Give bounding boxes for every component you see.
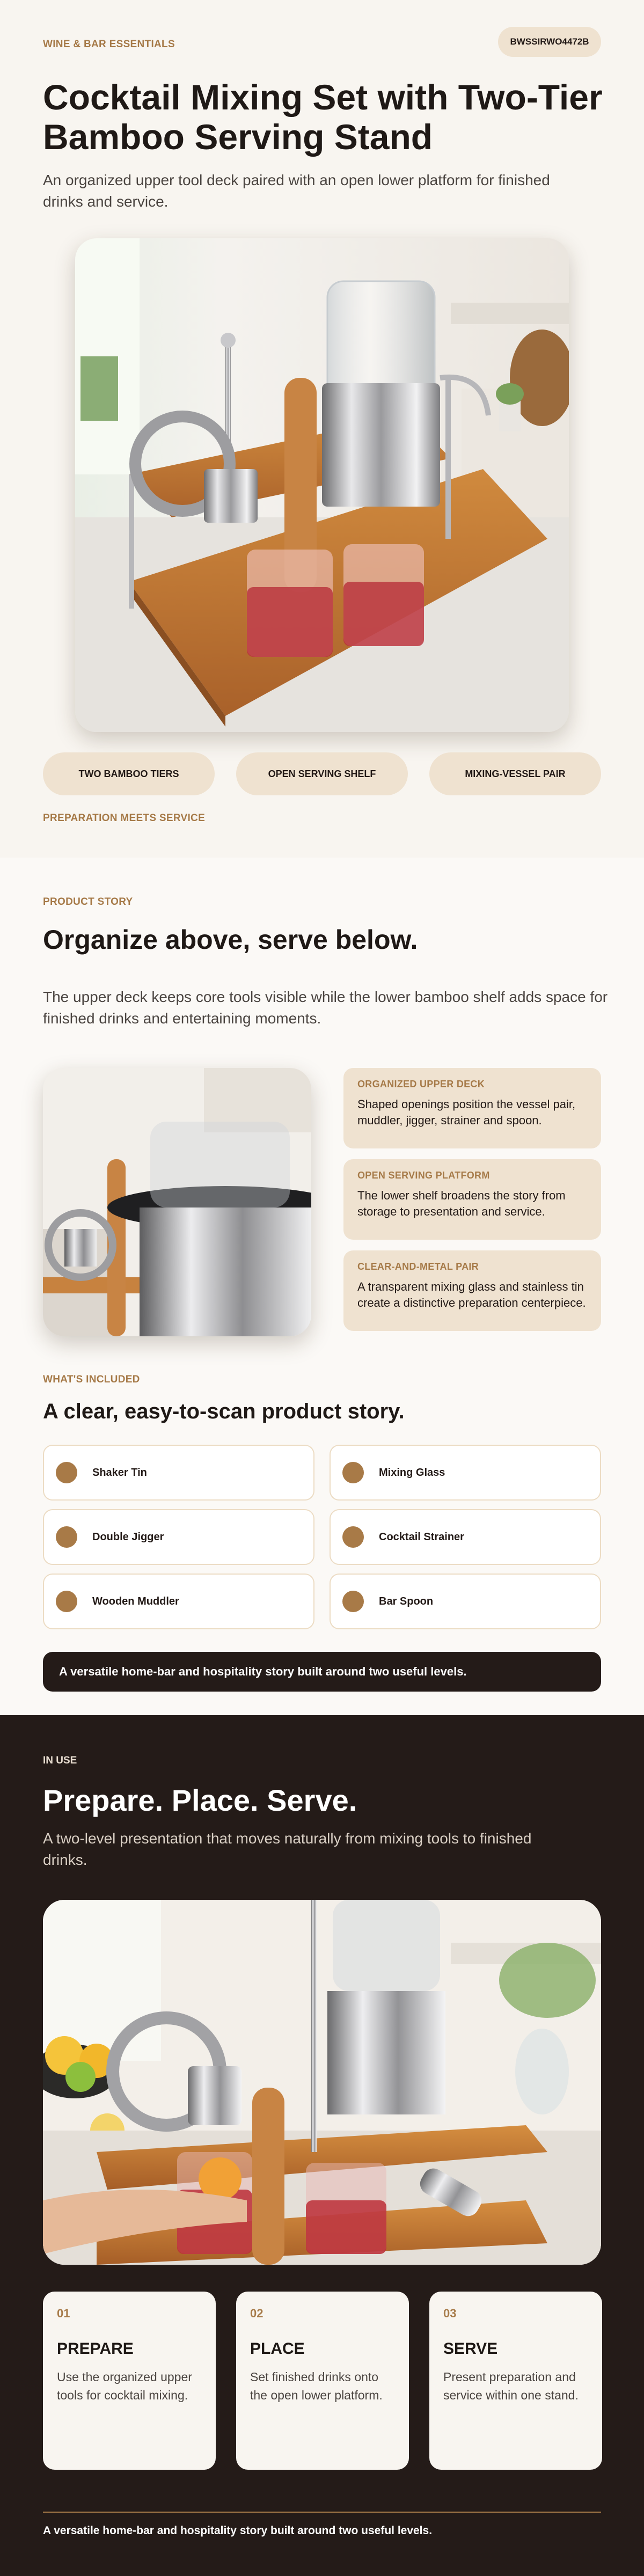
hero-product-photo	[75, 238, 569, 732]
included-item	[330, 1509, 601, 1565]
bullet-dot-icon	[56, 1591, 77, 1612]
step-title: PLACE	[250, 2340, 305, 2358]
hero-tagline: PREPARATION MEETS SERVICE	[43, 813, 206, 824]
in-use-body: A two-level presentation that moves naturally from mixing tools to finished drinks.	[43, 1830, 532, 1868]
included-item-label: Double Jigger	[92, 1531, 164, 1543]
step-title: PREPARE	[57, 2340, 134, 2358]
callout-serving-platform	[343, 1159, 601, 1240]
step-number: 01	[57, 2307, 70, 2320]
included-item	[330, 1445, 601, 1501]
included-item	[43, 1509, 314, 1565]
callout-title: CLEAR-AND-METAL PAIR	[357, 1261, 479, 1272]
included-item-label: Mixing Glass	[379, 1466, 445, 1479]
callout-body: The lower shelf broadens the story from storage to presentation and service.	[357, 1189, 566, 1218]
included-item-label: Bar Spoon	[379, 1595, 434, 1607]
callout-title: OPEN SERVING PLATFORM	[357, 1170, 490, 1181]
story-detail-photo	[43, 1068, 311, 1336]
in-use-photo	[43, 1900, 601, 2265]
included-banner: A versatile home-bar and hospitality story built around two useful levels.	[43, 1652, 601, 1692]
step-card-place	[236, 2292, 409, 2470]
in-use-heading: Prepare. Place. Serve.	[43, 1783, 357, 1817]
step-number: 03	[443, 2307, 457, 2320]
included-eyebrow: WHAT'S INCLUDED	[43, 1374, 140, 1385]
footer-text: A versatile home-bar and hospitality story built around two useful levels.	[43, 2524, 433, 2537]
bullet-dot-icon	[342, 1526, 364, 1548]
included-item-label: Shaker Tin	[92, 1466, 147, 1479]
hero-product-illustration	[75, 238, 569, 732]
feature-pill-serving-shelf: OPEN SERVING SHELF	[236, 752, 408, 795]
bullet-dot-icon	[342, 1462, 364, 1483]
page-title-line-2: Bamboo Serving Stand	[43, 117, 433, 157]
callout-upper-deck	[343, 1068, 601, 1148]
story-heading: Organize above, serve below.	[43, 925, 418, 955]
hero-eyebrow: WINE & BAR ESSENTIALS	[43, 39, 175, 50]
callout-title: ORGANIZED UPPER DECK	[357, 1079, 485, 1089]
included-heading: A clear, easy-to-scan product story.	[43, 1400, 405, 1423]
in-use-eyebrow: IN USE	[43, 1755, 77, 1766]
included-item	[43, 1445, 314, 1501]
feature-pill-bamboo-tiers: TWO BAMBOO TIERS	[43, 752, 215, 795]
step-body: Present preparation and service within one stand.	[443, 2370, 579, 2402]
bullet-dot-icon	[56, 1462, 77, 1483]
included-item	[330, 1574, 601, 1629]
callout-body: A transparent mixing glass and stainless tin create a distinctive preparation centerpiece.	[357, 1280, 586, 1309]
step-body: Set finished drinks onto the open lower platform.	[250, 2370, 383, 2402]
in-use-illustration	[43, 1900, 601, 2265]
step-card-serve	[429, 2292, 602, 2470]
hero-subtitle: An organized upper tool deck paired with an open lower platform for finished drinks and service.	[43, 172, 550, 210]
story-eyebrow: PRODUCT STORY	[43, 896, 133, 908]
included-item-label: Wooden Muddler	[92, 1595, 179, 1607]
story-body: The upper deck keeps core tools visible while the lower bamboo shelf adds space for finished drinks and entertaining moments.	[43, 989, 608, 1027]
step-title: SERVE	[443, 2340, 498, 2358]
included-item	[43, 1574, 314, 1629]
bullet-dot-icon	[56, 1526, 77, 1548]
callout-body: Shaped openings position the vessel pair, muddler, jigger, strainer and spoon.	[357, 1097, 576, 1127]
sku-badge: BWSSIRWO4472B	[498, 27, 601, 57]
step-body: Use the organized upper tools for cocktail mixing.	[57, 2370, 192, 2402]
bullet-dot-icon	[342, 1591, 364, 1612]
feature-pill-vessel-pair: MIXING-VESSEL PAIR	[429, 752, 601, 795]
step-card-prepare	[43, 2292, 216, 2470]
page-title	[43, 77, 612, 157]
story-detail-illustration	[43, 1068, 311, 1336]
footer-divider	[43, 2512, 601, 2513]
included-item-label: Cocktail Strainer	[379, 1531, 464, 1543]
callout-glass-metal-pair	[343, 1250, 601, 1331]
page-title-line-1: Cocktail Mixing Set with Two-Tier	[43, 77, 603, 117]
step-number: 02	[250, 2307, 264, 2320]
